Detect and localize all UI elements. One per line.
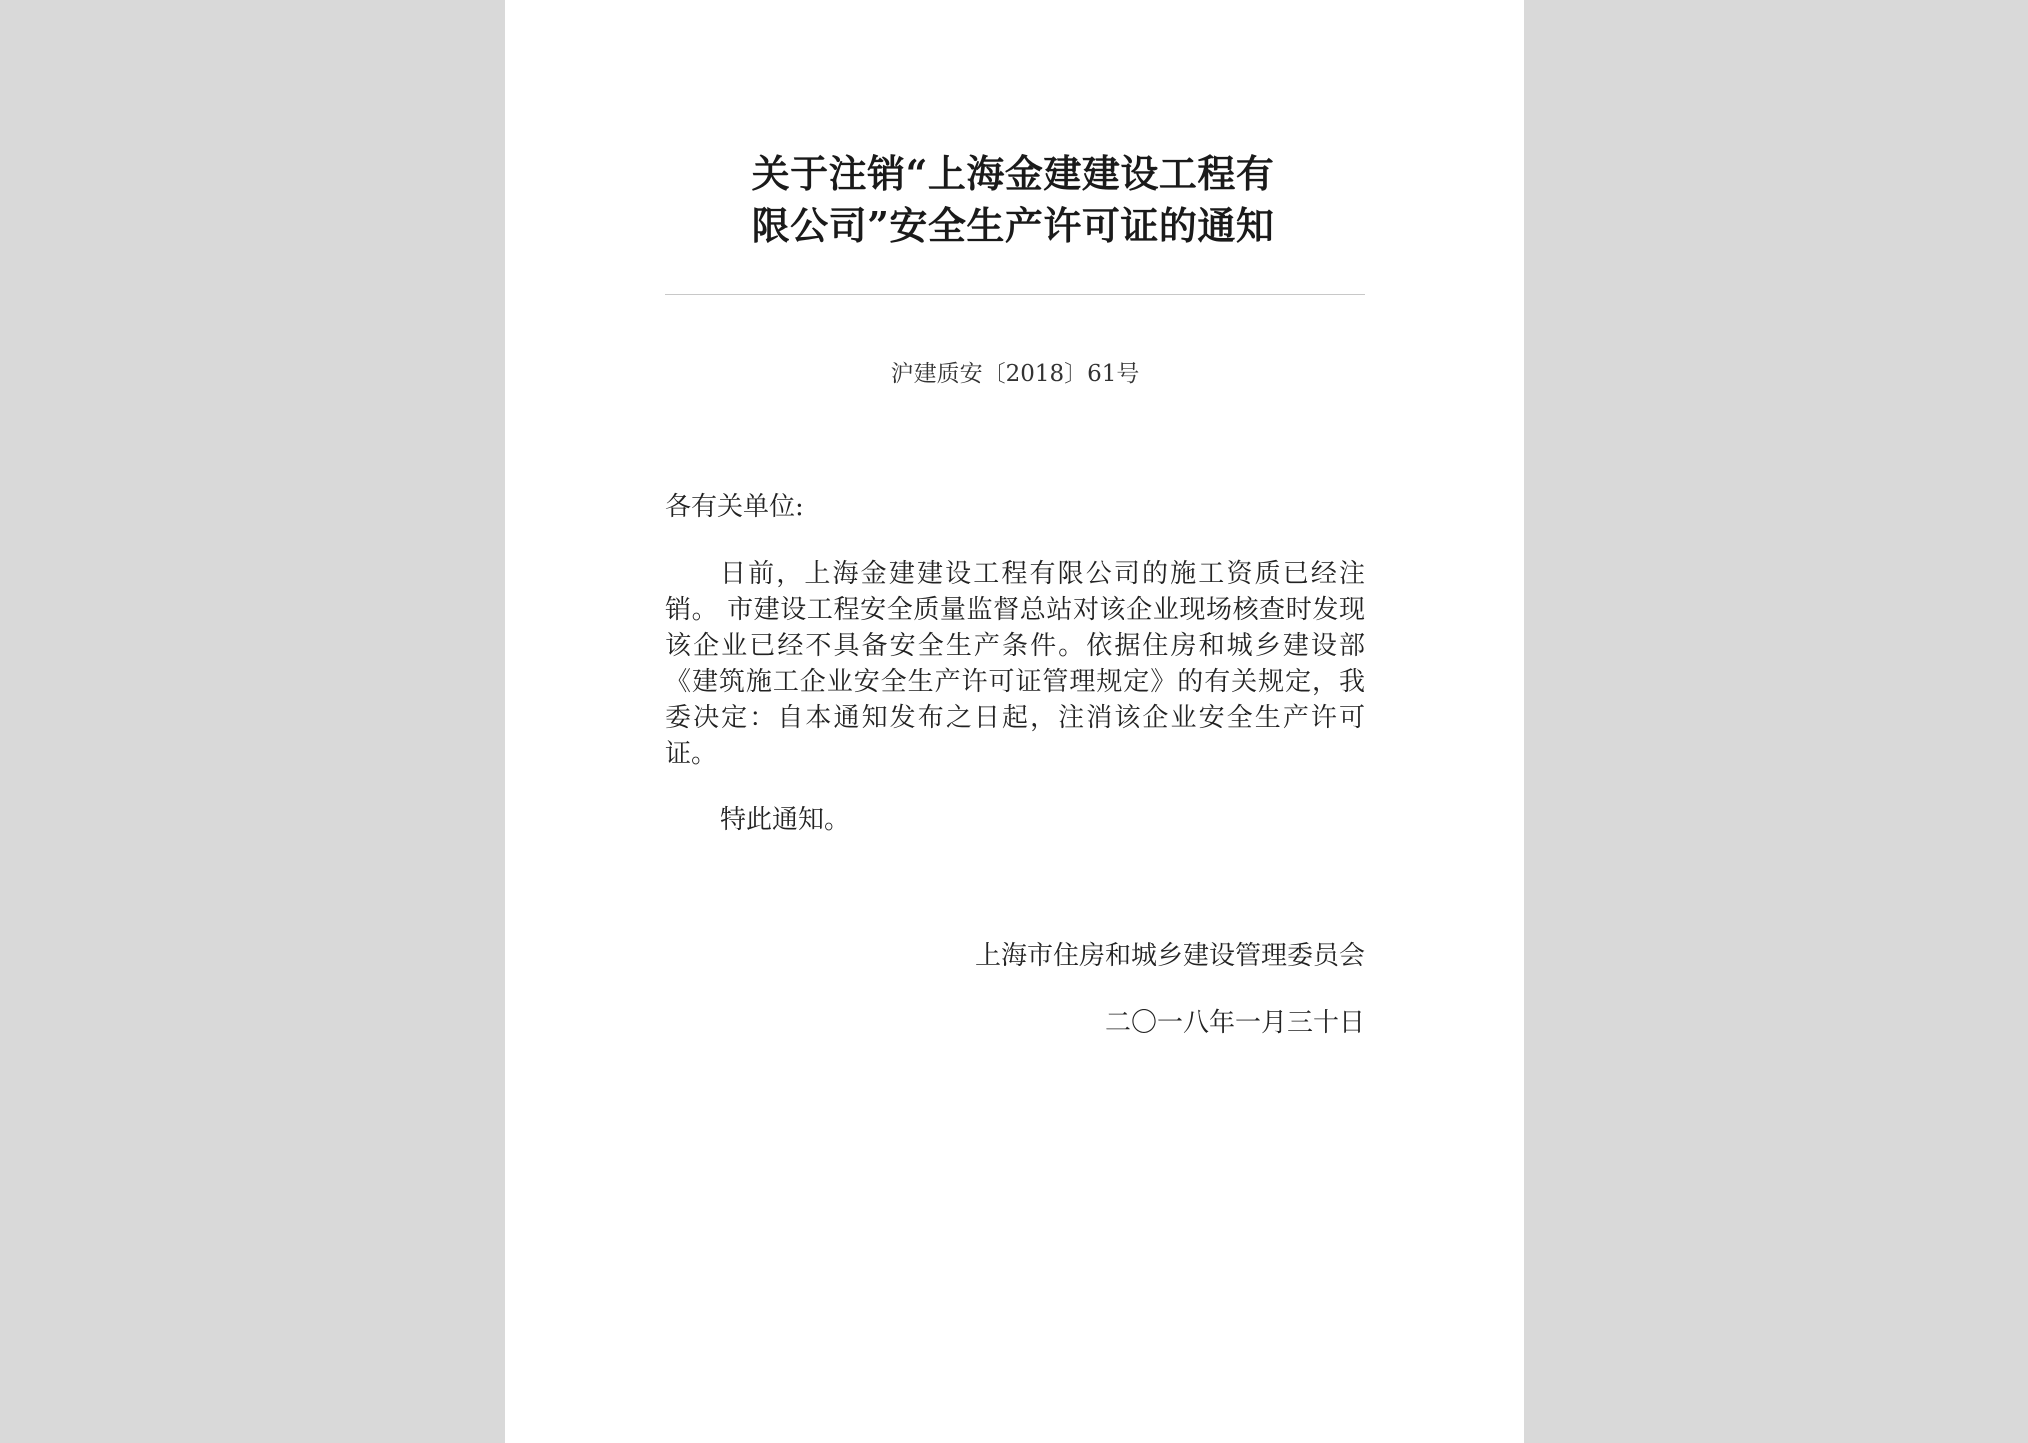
document-page	[505, 0, 1524, 1443]
title-divider	[665, 294, 1365, 295]
issue-date: 二〇一八年一月三十日	[1104, 1008, 1365, 1038]
title-line-2: 限公司”安全生产许可证的通知	[751, 203, 1275, 248]
issuing-organization: 上海市住房和城乡建设管理委员会	[974, 941, 1365, 971]
document-title	[733, 148, 1293, 252]
body-paragraph: 日前，上海金建建设工程有限公司的施工资质已经注销。 市建设工程安全质量监督总站对该企业现场核查时发现该企业已经不具备安全生产条件。依据住房和城乡建设部《建筑施工企业安全生产许可证管理规定》的有关规定，我委决定：自本通知发布之日起，注消该企业安全生产许可证。	[665, 559, 1365, 769]
closing-text: 特此通知。	[720, 805, 851, 835]
title-line-1: 关于注销“上海金建建设工程有	[751, 151, 1275, 196]
salutation: 各有关单位:	[665, 492, 804, 522]
document-number: 沪建质安〔2018〕61号	[890, 361, 1140, 387]
